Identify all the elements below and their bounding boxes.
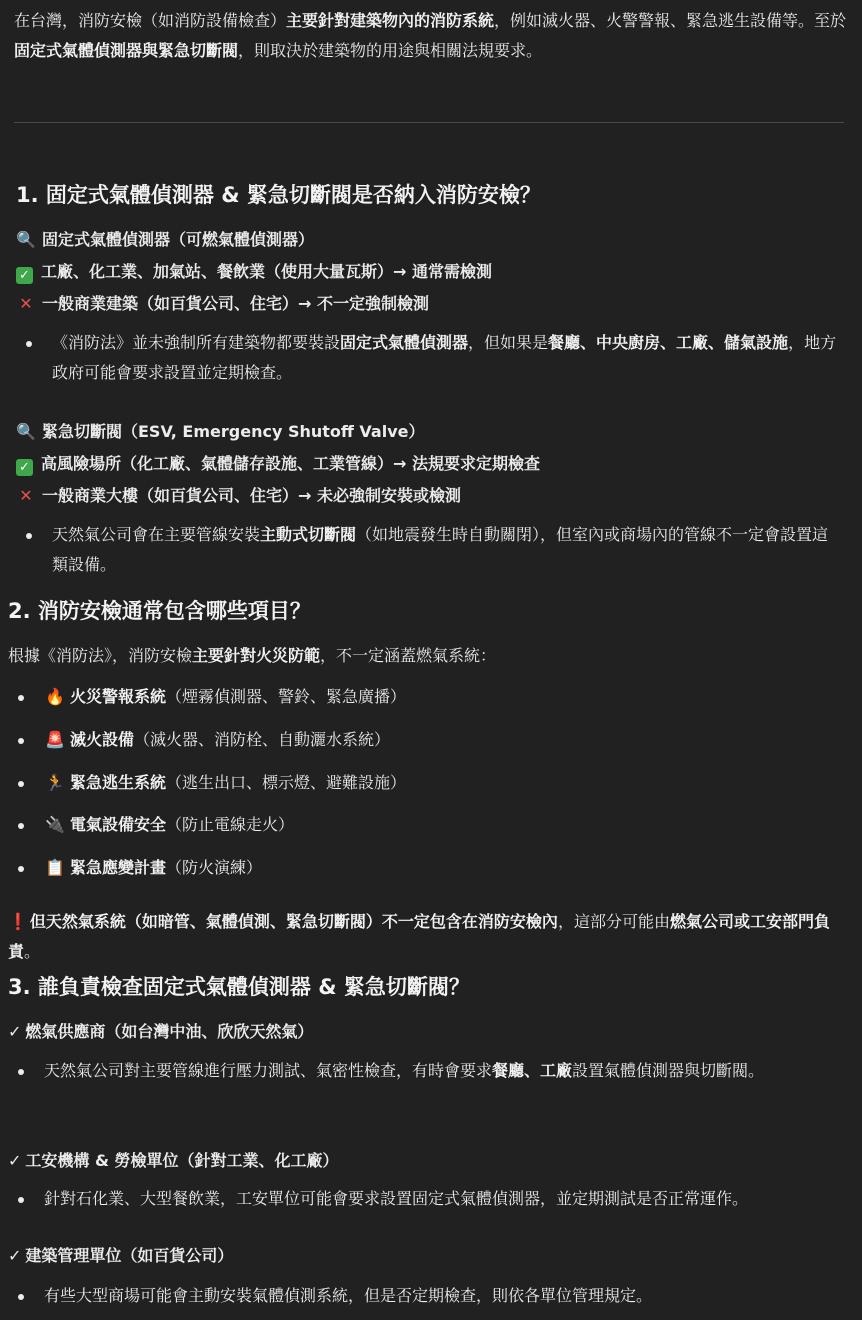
esv-not-required: ✕ 一般商業大樓（如百貨公司、住宅）→ 未必強制安裝或檢測	[16, 481, 846, 511]
intro-text-2: ，例如滅火器、火警警報、緊急逃生設備等。至於	[494, 11, 847, 30]
siren-icon: 🚨	[45, 730, 65, 749]
building-management-heading: ✓ 建築管理單位（如百貨公司）	[8, 1246, 234, 1265]
section-divider	[14, 122, 844, 123]
intro-bold-2: 固定式氣體偵測器與緊急切斷閥	[14, 41, 239, 61]
cross-icon: ✕	[19, 294, 33, 313]
list-item: 天然氣公司會在主要管線安裝主動式切斷閥（如地震發生時自動關閉），但室內或商場內的管線不一定會設置這類設備。	[52, 520, 844, 581]
magnifier-icon: 🔍	[16, 422, 36, 441]
section1-title: 1. 固定式氣體偵測器 & 緊急切斷閥是否納入消防安檢？	[16, 183, 541, 207]
list-item: 針對石化業、大型餐飲業，工安單位可能會要求設置固定式氣體偵測器，並定期測試是否正常運作。	[44, 1184, 844, 1214]
checkmark-icon: ✓	[8, 1151, 22, 1170]
intro-bold-1: 主要針對建築物內的消防系統	[286, 11, 495, 30]
section2-lead: 根據《消防法》，消防安檢主要針對火災防範，不一定涵蓋燃氣系統：	[8, 646, 497, 665]
intro-paragraph	[14, 6, 848, 67]
intro-text-1: 在台灣，消防安檢（如消防設備檢查）	[14, 11, 287, 30]
clipboard-icon: 📋	[45, 858, 65, 877]
list-item: 🔥 火災警報系統（煙霧偵測器、警鈴、緊急廣播）	[44, 682, 834, 712]
intro-text-3: ，則取決於建築物的用途與相關法規要求。	[238, 41, 543, 61]
checkmark-icon: ✓	[8, 1022, 22, 1041]
section2-title: 2. 消防安檢通常包含哪些項目？	[8, 599, 311, 623]
list-item: 📋 緊急應變計畫（防火演練）	[44, 853, 834, 883]
gas-detector-heading: 🔍 固定式氣體偵測器（可燃氣體偵測器）	[16, 225, 846, 255]
exclamation-icon: ❗	[8, 912, 28, 931]
esv-required: ✓ 高風險場所（化工廠、氣體儲存設施、工業管線）→ 法規要求定期檢查	[16, 449, 846, 479]
cross-icon: ✕	[19, 486, 33, 505]
esv-heading: 🔍 緊急切斷閥（ESV, Emergency Shutoff Valve）	[16, 417, 846, 447]
gas-detector-not-required: ✕ 一般商業建築（如百貨公司、住宅）→ 不一定強制檢測	[16, 289, 846, 319]
list-item: 🏃 緊急逃生系統（逃生出口、標示燈、避難設施）	[44, 768, 834, 798]
plug-icon: 🔌	[45, 815, 65, 834]
list-item: 🚨 滅火設備（滅火器、消防栓、自動灑水系統）	[44, 725, 834, 755]
running-person-icon: 🏃	[45, 773, 65, 792]
magnifier-icon: 🔍	[16, 230, 36, 249]
check-icon: ✓	[16, 459, 33, 476]
gas-supplier-heading: ✓ 燃氣供應商（如台灣中油、欣欣天然氣）	[8, 1022, 314, 1041]
labor-safety-heading: ✓ 工安機構 & 勞檢單位（針對工業、化工廠）	[8, 1151, 339, 1170]
gas-detector-required: ✓ 工廠、化工業、加氣站、餐飲業（使用大量瓦斯）→ 通常需檢測	[16, 257, 846, 287]
fire-icon: 🔥	[45, 687, 65, 706]
list-item: 🔌 電氣設備安全（防止電線走火）	[44, 810, 834, 840]
list-item: 有些大型商場可能會主動安裝氣體偵測系統，但是否定期檢查，則依各單位管理規定。	[44, 1281, 844, 1311]
section3-title: 3. 誰負責檢查固定式氣體偵測器 & 緊急切斷閥？	[8, 975, 470, 999]
checkmark-icon: ✓	[8, 1246, 22, 1265]
gas-system-warning: ❗ 但天然氣系統（如暗管、氣體偵測、緊急切斷閥）不一定包含在消防安檢內，這部分可能由燃氣公司或工安部門負責。	[8, 912, 830, 962]
list-item: 天然氣公司對主要管線進行壓力測試、氣密性檢查，有時會要求餐廳、工廠設置氣體偵測器與切斷閥。	[44, 1056, 844, 1086]
list-item: 《消防法》並未強制所有建築物都要裝設固定式氣體偵測器，但如果是餐廳、中央廚房、工廠、儲氣設施，地方政府可能會要求設置並定期檢查。	[52, 328, 844, 389]
check-icon: ✓	[16, 267, 33, 284]
